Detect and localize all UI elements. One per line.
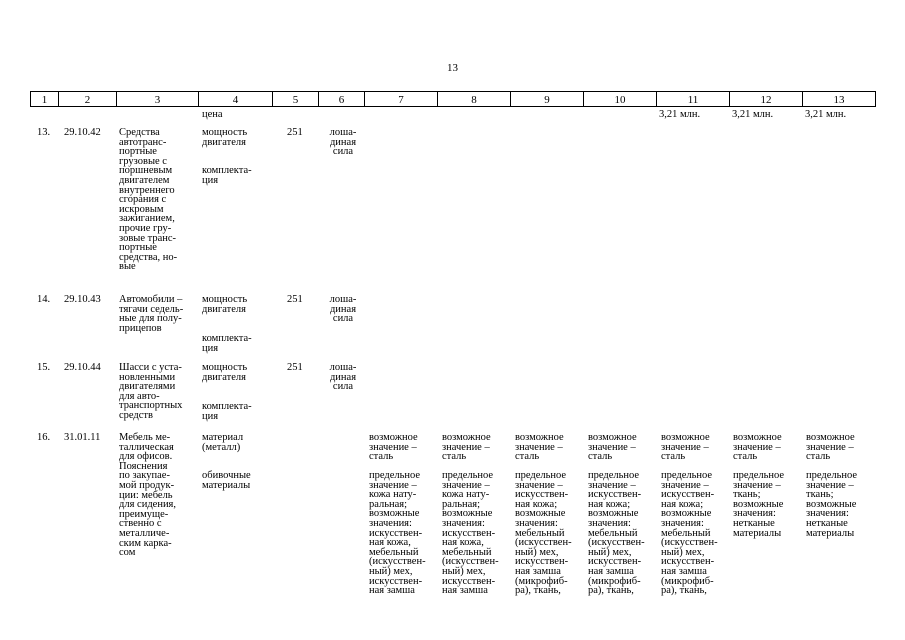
value-metal-col8: возможное значение – сталь: [442, 432, 491, 463]
value-upholstery-col12: предельное значение – ткань; возможные значения: нетканые материалы: [733, 470, 785, 539]
row-characteristic-upholstery: обивочные материалы: [202, 470, 251, 491]
row-code: 29.10.43: [64, 294, 101, 305]
row-okei-code: 251: [287, 294, 303, 305]
page-number: 13: [447, 62, 458, 74]
row-code: 29.10.42: [64, 127, 101, 138]
row-characteristic-equipment: комплекта- ция: [202, 401, 252, 422]
row-code: 29.10.44: [64, 362, 101, 373]
row-name: Шасси с уста- новленными двигателями для авто- транспортных средств: [119, 362, 183, 421]
header-col-6: 6: [318, 91, 364, 107]
continuation-value-col11: 3,21 млн.: [659, 109, 701, 120]
value-upholstery-col13: предельное значение – ткань; возможные значения: нетканые материалы: [806, 470, 858, 539]
header-col-9: 9: [510, 91, 583, 107]
value-upholstery-col10: предельное значение – искусствен- ная кожа; возможные значения: мебельный (искусствен- ный) мех, искусствен- ная замша (микрофиб- ра), ткань,: [588, 470, 645, 597]
header-col-11: 11: [656, 91, 729, 107]
row-name: Средства автотранс- портные грузовые с поршневым двигателем внутреннего сгорания с искровым зажиганием, прочие гру- зовые транс- портные средства, но- вые: [119, 127, 178, 273]
header-col-12: 12: [729, 91, 802, 107]
row-characteristic-material: материал (металл): [202, 432, 244, 453]
header-col-7: 7: [364, 91, 437, 107]
row-okei-code: 251: [287, 362, 303, 373]
row-number: 15.: [37, 362, 51, 373]
continuation-price-label: цена: [202, 109, 223, 120]
value-metal-col9: возможное значение – сталь: [515, 432, 564, 463]
header-col-4: 4: [198, 91, 272, 107]
row-characteristic-equipment: комплекта- ция: [202, 165, 252, 186]
row-number: 16.: [37, 432, 51, 443]
header-col-2: 2: [58, 91, 116, 107]
value-metal-col13: возможное значение – сталь: [806, 432, 855, 463]
header-col-8: 8: [437, 91, 510, 107]
row-characteristic-power: мощность двигателя: [202, 127, 248, 148]
row-characteristic-power: мощность двигателя: [202, 362, 248, 383]
header-col-13: 13: [802, 91, 876, 107]
value-upholstery-col7: предельное значение – кожа нату- ральная; возможные значения: искусствен- ная кожа, мебельный (искусствен- ный) мех, искусствен- ная замша: [369, 470, 426, 597]
row-okei-code: 251: [287, 127, 303, 138]
row-unit: лоша- диная сила: [329, 127, 357, 158]
row-number: 13.: [37, 127, 51, 138]
row-name: Автомобили – тягачи седель- ные для полу- прицепов: [119, 294, 184, 334]
row-unit: лоша- диная сила: [329, 294, 357, 325]
continuation-value-col13: 3,21 млн.: [805, 109, 847, 120]
continuation-value-col12: 3,21 млн.: [732, 109, 774, 120]
header-col-1: 1: [30, 91, 58, 107]
header-col-10: 10: [583, 91, 656, 107]
header-col-5: 5: [272, 91, 318, 107]
row-number: 14.: [37, 294, 51, 305]
row-characteristic-power: мощность двигателя: [202, 294, 248, 315]
row-characteristic-equipment: комплекта- ция: [202, 333, 252, 354]
value-upholstery-col11: предельное значение – искусствен- ная кожа; возможные значения: мебельный (искусствен- ный) мех, искусствен- ная замша (микрофиб- ра), ткань,: [661, 470, 718, 597]
row-unit: лоша- диная сила: [329, 362, 357, 393]
value-upholstery-col9: предельное значение – искусствен- ная кожа; возможные значения: мебельный (искусствен- ный) мех, искусствен- ная замша (микрофиб- ра), ткань,: [515, 470, 572, 597]
value-upholstery-col8: предельное значение – кожа нату- ральная; возможные значения: искусствен- ная кожа, мебельный (искусствен- ный) мех, искусствен- ная замша: [442, 470, 499, 597]
table-header-row: [30, 91, 876, 108]
row-name: Мебель ме- таллическая для офисов. Пояснения по закупае- мой продук- ции: мебель для сидения, преимуще- ственно с металличе- ским карка- сом: [119, 432, 177, 559]
value-metal-col10: возможное значение – сталь: [588, 432, 637, 463]
header-col-3: 3: [116, 91, 198, 107]
value-metal-col11: возможное значение – сталь: [661, 432, 710, 463]
value-metal-col7: возможное значение – сталь: [369, 432, 418, 463]
row-code: 31.01.11: [64, 432, 101, 443]
value-metal-col12: возможное значение – сталь: [733, 432, 782, 463]
